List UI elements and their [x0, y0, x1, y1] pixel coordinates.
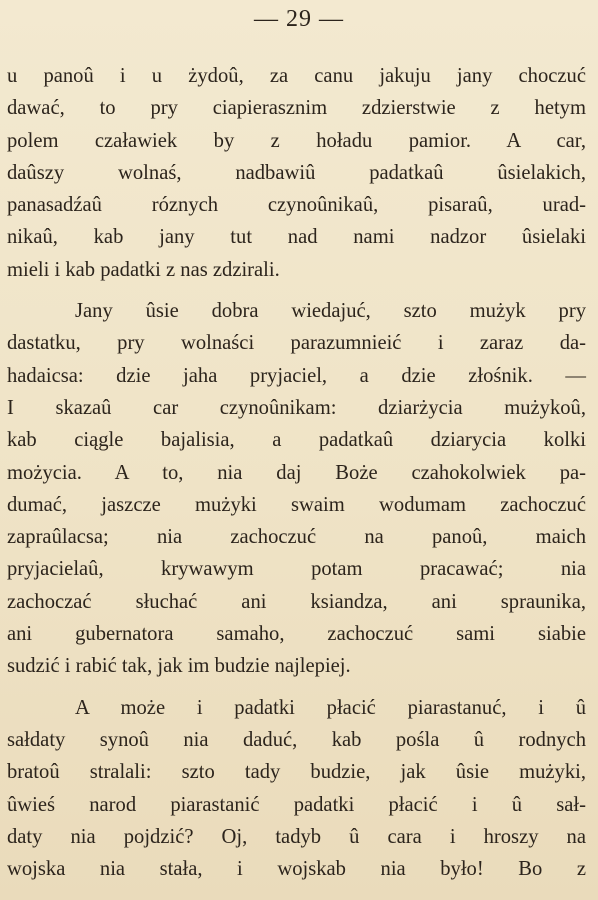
- paragraph-3: [7, 692, 586, 886]
- text-line: możycia. A to, nia daj Boże czahokolwiek pa-: [7, 461, 586, 484]
- text-line: Jany ûsie dobra wiedajuć, szto mużyk pry: [75, 300, 586, 323]
- text-line: pryjacielaû, krywawym potam pracawać; nia: [7, 558, 586, 581]
- text-line: dastatku, pry wolnaści parazumnieić i zaraz da-: [7, 332, 586, 355]
- text-line: u panoû i u żydoû, za canu jakuju jany choczuć: [7, 65, 586, 87]
- text-line: dumać, jaszcze mużyki swaim wodumam zachoczuć: [7, 493, 586, 516]
- text-line: I skazaû car czynoûnikam: dziarżycia mużykoû,: [7, 396, 586, 419]
- text-line: sałdaty synoû nia daduć, kab pośla û rodnych: [7, 728, 586, 751]
- page-number: — 29 —: [254, 6, 344, 32]
- page-body: [7, 60, 586, 885]
- text-line: zachoczać słuchać ani ksiandza, ani spraunika,: [7, 590, 586, 613]
- text-line: hadaicsa: dzie jaha pryjaciel, a dzie złośnik. —: [7, 364, 586, 387]
- text-line: polem czaławiek by z hoładu pamior. A car,: [7, 129, 586, 152]
- text-line: kab ciągle bajalisia, a padatkaû dziarycia kolki: [7, 429, 586, 452]
- paragraph-2: [7, 295, 586, 683]
- text-line: mieli i kab padatki z nas zdzirali.: [7, 258, 280, 281]
- text-line: A może i padatki płacić piarastanuć, i û: [75, 696, 586, 719]
- text-line: ani gubernatora samaho, zachoczuć sami siabie: [7, 623, 586, 646]
- text-line: dawać, to pry ciapierasznim zdzierstwie z hetym: [7, 97, 586, 120]
- text-line: daty nia pojdzić? Oj, tadyb û cara i hroszy na: [7, 825, 586, 848]
- text-line: wojska nia stała, i wojskab nia było! Bo z: [7, 858, 586, 881]
- text-line: nikaû, kab jany tut nad nami nadzor ûsielaki: [7, 226, 586, 249]
- text-line: ûwieś narod piarastanić padatki płacić i û sał-: [7, 793, 586, 816]
- paragraph-1: [7, 60, 586, 286]
- text-line: bratoû stralali: szto tady budzie, jak ûsie mużyki,: [7, 761, 586, 784]
- text-line: panasadźaû róznych czynoûnikaû, pisaraû, urad-: [7, 194, 586, 217]
- text-line: zapraûlacsa; nia zachoczuć na panoû, maich: [7, 526, 586, 549]
- text-line: sudzić i rabić tak, jak im budzie najlepiej.: [7, 655, 351, 678]
- text-line: daûszy wolnaś, nadbawiû padatkaû ûsielakich,: [7, 161, 586, 184]
